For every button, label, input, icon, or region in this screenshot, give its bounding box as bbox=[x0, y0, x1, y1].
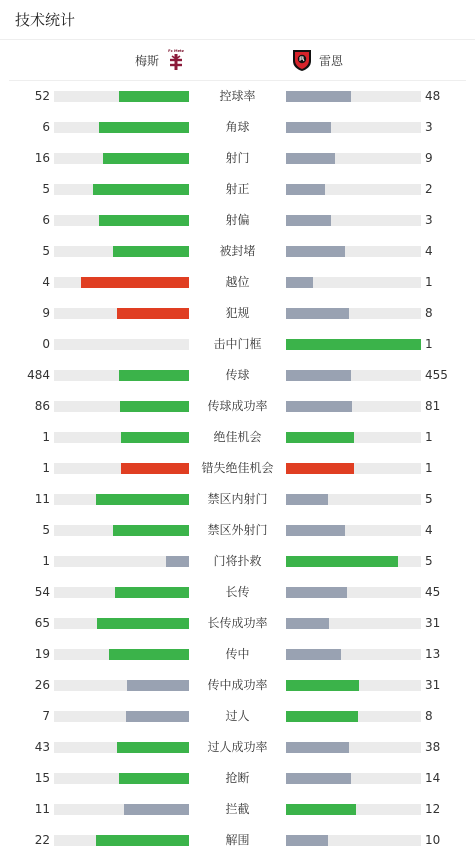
stat-label: 射正 bbox=[225, 182, 250, 196]
away-value: 8 bbox=[425, 306, 433, 320]
stat-row bbox=[0, 825, 475, 856]
svg-text:Fc Metz: Fc Metz bbox=[168, 49, 184, 53]
home-value: 9 bbox=[42, 306, 50, 320]
stat-row bbox=[0, 701, 475, 732]
away-value: 1 bbox=[425, 275, 433, 289]
away-value: 3 bbox=[425, 213, 433, 227]
home-value: 54 bbox=[34, 585, 50, 599]
away-bar-track bbox=[286, 122, 421, 133]
stat-row bbox=[0, 360, 475, 391]
away-value: 1 bbox=[425, 337, 433, 351]
stat-row bbox=[0, 329, 475, 360]
home-value: 19 bbox=[34, 647, 50, 661]
away-bar-track bbox=[286, 308, 421, 319]
stat-label: 门将扑救 bbox=[213, 554, 262, 568]
stat-row bbox=[0, 639, 475, 670]
stat-row bbox=[0, 205, 475, 236]
away-bar-track bbox=[286, 587, 421, 598]
stat-label: 传中成功率 bbox=[207, 678, 268, 692]
away-bar-fill bbox=[286, 463, 354, 474]
away-bar-fill bbox=[286, 556, 398, 567]
stat-row bbox=[0, 608, 475, 639]
home-bar-fill bbox=[121, 463, 189, 474]
home-bar-fill bbox=[93, 184, 189, 195]
stat-row bbox=[0, 422, 475, 453]
stat-label: 过人 bbox=[225, 709, 250, 723]
away-bar-fill bbox=[286, 494, 328, 505]
stat-row bbox=[0, 546, 475, 577]
home-value: 1 bbox=[42, 430, 50, 444]
stat-label: 禁区外射门 bbox=[207, 523, 268, 537]
stat-label: 射门 bbox=[225, 151, 250, 165]
away-bar-fill bbox=[286, 680, 359, 691]
stat-row bbox=[0, 267, 475, 298]
home-value: 43 bbox=[34, 740, 50, 754]
home-bar-track bbox=[54, 494, 189, 505]
away-bar-fill bbox=[286, 711, 358, 722]
away-bar-fill bbox=[286, 773, 351, 784]
home-bar-track bbox=[54, 246, 189, 257]
away-value: 2 bbox=[425, 182, 433, 196]
home-value: 1 bbox=[42, 554, 50, 568]
home-bar-track bbox=[54, 773, 189, 784]
page-title: 技术统计 bbox=[15, 11, 76, 29]
away-bar-track bbox=[286, 184, 421, 195]
stat-label: 控球率 bbox=[219, 89, 256, 103]
away-bar-track bbox=[286, 711, 421, 722]
home-bar-track bbox=[54, 556, 189, 567]
away-bar-fill bbox=[286, 277, 313, 288]
stat-label: 传球 bbox=[225, 368, 250, 382]
home-value: 5 bbox=[42, 182, 50, 196]
away-bar-fill bbox=[286, 618, 329, 629]
away-bar-track bbox=[286, 742, 421, 753]
home-bar-track bbox=[54, 184, 189, 195]
away-value: 10 bbox=[425, 833, 441, 847]
away-bar-fill bbox=[286, 215, 331, 226]
away-team[interactable] bbox=[291, 40, 343, 80]
home-value: 0 bbox=[42, 337, 50, 351]
home-bar-track bbox=[54, 432, 189, 443]
stat-label: 禁区内射门 bbox=[207, 492, 268, 506]
away-bar-fill bbox=[286, 91, 351, 102]
page-header bbox=[0, 0, 475, 40]
home-bar-track bbox=[54, 215, 189, 226]
stat-label: 犯规 bbox=[225, 306, 250, 320]
home-value: 1 bbox=[42, 461, 50, 475]
home-value: 65 bbox=[34, 616, 50, 630]
away-bar-fill bbox=[286, 122, 331, 133]
home-bar-fill bbox=[99, 215, 189, 226]
away-value: 3 bbox=[425, 120, 433, 134]
home-bar-fill bbox=[119, 370, 189, 381]
home-bar-fill bbox=[81, 277, 189, 288]
away-value: 14 bbox=[425, 771, 441, 785]
away-bar-track bbox=[286, 556, 421, 567]
away-value: 4 bbox=[425, 523, 433, 537]
away-value: 45 bbox=[425, 585, 441, 599]
away-bar-track bbox=[286, 153, 421, 164]
stat-label: 错失绝佳机会 bbox=[201, 461, 274, 475]
stat-row bbox=[0, 515, 475, 546]
away-value: 12 bbox=[425, 802, 441, 816]
stat-label: 拦截 bbox=[225, 802, 250, 816]
away-bar-fill bbox=[286, 525, 345, 536]
stat-label: 长传成功率 bbox=[207, 616, 268, 630]
stat-row bbox=[0, 391, 475, 422]
stat-label: 被封堵 bbox=[219, 244, 256, 258]
home-value: 484 bbox=[27, 368, 50, 382]
away-bar-fill bbox=[286, 370, 351, 381]
stat-label: 过人成功率 bbox=[207, 740, 268, 754]
stat-row bbox=[0, 81, 475, 112]
away-value: 31 bbox=[425, 616, 441, 630]
home-bar-track bbox=[54, 308, 189, 319]
stat-row bbox=[0, 236, 475, 267]
home-value: 11 bbox=[34, 492, 50, 506]
home-bar-track bbox=[54, 153, 189, 164]
away-bar-fill bbox=[286, 432, 354, 443]
stat-row bbox=[0, 174, 475, 205]
home-bar-fill bbox=[124, 804, 189, 815]
away-bar-fill bbox=[286, 401, 352, 412]
stat-row bbox=[0, 670, 475, 701]
teams-header bbox=[9, 40, 466, 81]
away-bar-track bbox=[286, 649, 421, 660]
home-bar-track bbox=[54, 122, 189, 133]
home-bar-fill bbox=[115, 587, 189, 598]
away-value: 455 bbox=[425, 368, 448, 382]
away-bar-fill bbox=[286, 246, 345, 257]
fc-metz-crest-icon bbox=[165, 48, 187, 72]
away-bar-fill bbox=[286, 184, 325, 195]
away-value: 1 bbox=[425, 461, 433, 475]
home-bar-track bbox=[54, 401, 189, 412]
stat-row bbox=[0, 484, 475, 515]
home-bar-fill bbox=[97, 618, 189, 629]
away-value: 13 bbox=[425, 647, 441, 661]
home-bar-fill bbox=[96, 835, 189, 846]
away-value: 9 bbox=[425, 151, 433, 165]
away-bar-fill bbox=[286, 649, 341, 660]
home-bar-track bbox=[54, 804, 189, 815]
stat-label: 长传 bbox=[225, 585, 250, 599]
away-value: 4 bbox=[425, 244, 433, 258]
home-bar-fill bbox=[126, 711, 189, 722]
stat-label: 传球成功率 bbox=[207, 399, 268, 413]
away-bar-track bbox=[286, 835, 421, 846]
away-team-name: 雷恩 bbox=[319, 53, 344, 68]
away-bar-track bbox=[286, 432, 421, 443]
away-bar-track bbox=[286, 773, 421, 784]
home-bar-track bbox=[54, 339, 189, 350]
home-bar-track bbox=[54, 463, 189, 474]
stat-label: 击中门框 bbox=[213, 337, 262, 351]
stat-row bbox=[0, 453, 475, 484]
home-bar-track bbox=[54, 835, 189, 846]
away-bar-track bbox=[286, 525, 421, 536]
stade-rennais-crest-icon bbox=[291, 48, 313, 72]
stat-label: 解围 bbox=[225, 833, 250, 847]
home-value: 86 bbox=[34, 399, 50, 413]
away-bar-track bbox=[286, 277, 421, 288]
stat-row bbox=[0, 143, 475, 174]
away-bar-track bbox=[286, 804, 421, 815]
away-bar-track bbox=[286, 494, 421, 505]
home-value: 15 bbox=[34, 771, 50, 785]
home-bar-fill bbox=[119, 773, 189, 784]
away-bar-track bbox=[286, 618, 421, 629]
home-value: 6 bbox=[42, 120, 50, 134]
home-bar-track bbox=[54, 525, 189, 536]
away-bar-track bbox=[286, 246, 421, 257]
home-bar-fill bbox=[113, 525, 189, 536]
home-bar-track bbox=[54, 618, 189, 629]
home-value: 5 bbox=[42, 244, 50, 258]
away-bar-fill bbox=[286, 153, 335, 164]
stat-label: 角球 bbox=[225, 120, 250, 134]
away-bar-fill bbox=[286, 339, 421, 350]
home-bar-fill bbox=[109, 649, 189, 660]
away-bar-track bbox=[286, 370, 421, 381]
home-bar-fill bbox=[166, 556, 189, 567]
away-bar-track bbox=[286, 680, 421, 691]
away-value: 1 bbox=[425, 430, 433, 444]
home-bar-fill bbox=[117, 742, 189, 753]
away-value: 38 bbox=[425, 740, 441, 754]
stat-row bbox=[0, 298, 475, 329]
home-bar-fill bbox=[121, 432, 189, 443]
home-bar-fill bbox=[127, 680, 189, 691]
away-value: 31 bbox=[425, 678, 441, 692]
home-bar-fill bbox=[103, 153, 189, 164]
home-value: 4 bbox=[42, 275, 50, 289]
away-bar-track bbox=[286, 339, 421, 350]
home-value: 6 bbox=[42, 213, 50, 227]
away-bar-fill bbox=[286, 742, 349, 753]
home-bar-track bbox=[54, 711, 189, 722]
away-bar-track bbox=[286, 463, 421, 474]
stat-row bbox=[0, 732, 475, 763]
away-bar-track bbox=[286, 91, 421, 102]
stat-label: 抢断 bbox=[225, 771, 250, 785]
away-bar-fill bbox=[286, 587, 347, 598]
home-value: 7 bbox=[42, 709, 50, 723]
home-team[interactable] bbox=[135, 40, 187, 80]
stat-label: 传中 bbox=[225, 647, 250, 661]
home-bar-track bbox=[54, 649, 189, 660]
home-team-name: 梅斯 bbox=[134, 53, 159, 68]
home-bar-track bbox=[54, 370, 189, 381]
stat-label: 射偏 bbox=[225, 213, 250, 227]
away-value: 8 bbox=[425, 709, 433, 723]
home-value: 11 bbox=[34, 802, 50, 816]
home-bar-fill bbox=[120, 401, 189, 412]
stat-row bbox=[0, 577, 475, 608]
home-bar-track bbox=[54, 277, 189, 288]
away-bar-track bbox=[286, 215, 421, 226]
home-bar-fill bbox=[96, 494, 189, 505]
away-bar-track bbox=[286, 401, 421, 412]
home-value: 16 bbox=[34, 151, 50, 165]
home-bar-fill bbox=[99, 122, 189, 133]
home-value: 22 bbox=[34, 833, 50, 847]
away-value: 5 bbox=[425, 492, 433, 506]
home-bar-fill bbox=[119, 91, 189, 102]
home-bar-fill bbox=[113, 246, 189, 257]
home-bar-track bbox=[54, 680, 189, 691]
away-value: 48 bbox=[425, 89, 441, 103]
stat-label: 绝佳机会 bbox=[213, 430, 262, 444]
away-bar-fill bbox=[286, 308, 349, 319]
stat-row bbox=[0, 763, 475, 794]
away-bar-fill bbox=[286, 804, 356, 815]
home-value: 52 bbox=[34, 89, 50, 103]
away-bar-fill bbox=[286, 835, 328, 846]
home-bar-fill bbox=[117, 308, 189, 319]
home-bar-track bbox=[54, 742, 189, 753]
home-value: 5 bbox=[42, 523, 50, 537]
stat-row bbox=[0, 112, 475, 143]
home-value: 26 bbox=[34, 678, 50, 692]
stat-label: 越位 bbox=[225, 275, 250, 289]
home-bar-track bbox=[54, 587, 189, 598]
away-value: 5 bbox=[425, 554, 433, 568]
stat-row bbox=[0, 794, 475, 825]
away-value: 81 bbox=[425, 399, 441, 413]
home-bar-track bbox=[54, 91, 189, 102]
